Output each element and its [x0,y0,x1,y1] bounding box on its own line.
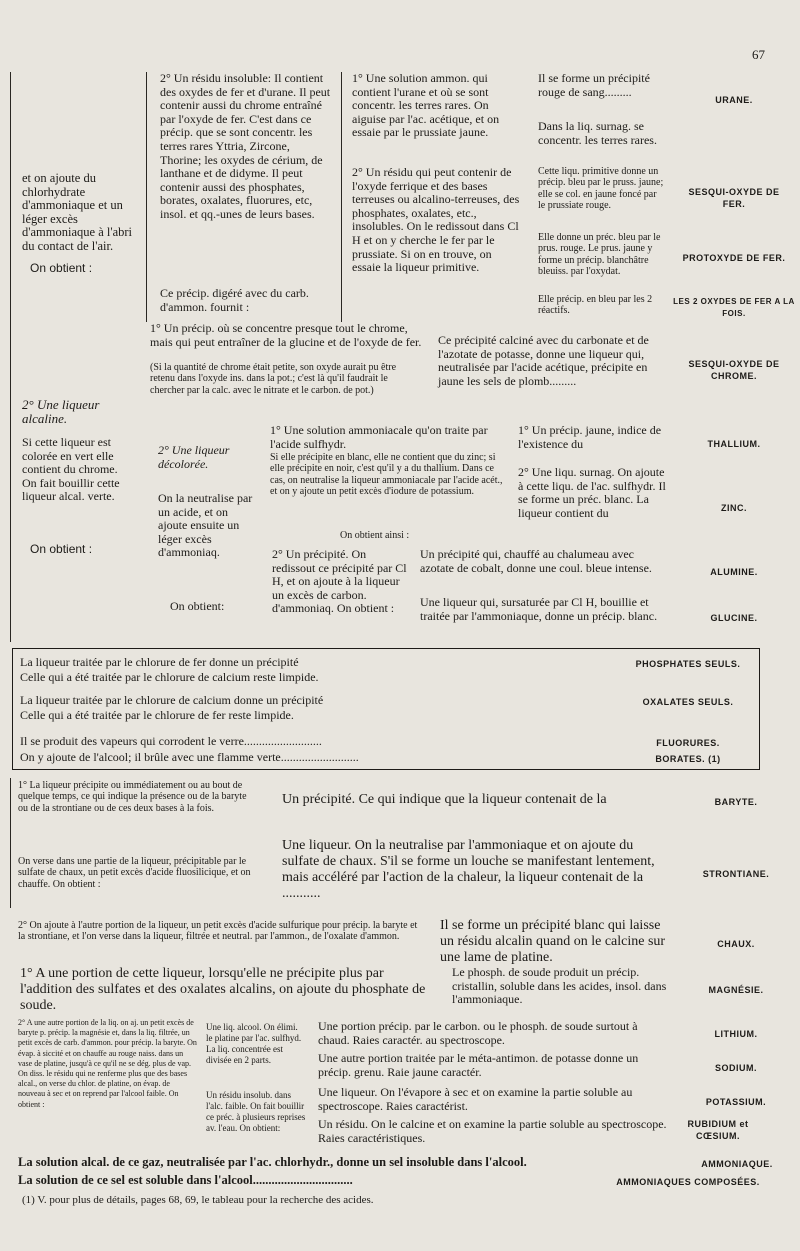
lower-d: 2° A une autre portion de la liq. on aj. un petit excès de baryte p. précip. la magnésie et, dans la liq. filtrée, un petit excès de carb. d'ammon. pour précip. la baryte. On évap. à siccité et on chauffe au rouge naiss. dans un vase de platine, jusqu'à ce qu'il ne se dég. plus de vap. On diss. le résidu qui ne renferme plus que des bases alcal., on verse du chlor. de platine, on évap. de nouveau à sec et on reprend par l'alcool faible. On obtient : [18,1018,197,1109]
lower-cr: Le phosph. de soude produit un précip. cristallin, soluble dans les acides, insol. dans l'ammoniaque. [452,965,667,1007]
rule-c2 [341,72,342,322]
ammoniacal-note: Si elle précipite en blanc, elle ne contient que du zinc; si elle précipite en noir, c'est qu'il y a du thallium. Dans ce cas, on neutralise la liqueur ammoniacale par l'acide acét., et on y ajoute un petit excès d'iodure de potassium. [270,452,503,498]
result-baryte: BARYTE. [714,797,758,807]
precip2-r2: Une liqueur qui, sursaturée par Cl H, bouillie et traitée par l'ammoniaque, donne un précip. blanc. [420,595,658,623]
case2-title: 2° Une liqueur alcaline. [22,397,100,426]
result-chrome: SESQUI-OXYDE DE CHROME. [688,359,780,381]
lower-br: Il se forme un précipité blanc qui laisse un résidu alcalin quand on le calcine sur une lame de platine. [440,918,666,965]
lower-f1: La solution alcal. de ce gaz, neutralisée par l'ac. chlorhydr., donne un sel insoluble dans l'alcool. [18,1155,527,1169]
lower-d2: Un résidu insolub. dans l'alc. faible. On fait bouillir ce préc. à plusieurs reprises av. l'eau. On obtient: [206,1090,306,1133]
decoloree-text: On la neutralise par un acide, et on ajoute ensuite un léger excès d'ammoniaq. [158,491,253,560]
left-rule [10,72,11,642]
col3-p3: Cette liqu. primitive donne un précip. bleu par le pruss. jaune; elle se col. en jaune foncé par le prussiate rouge. [538,166,664,212]
box-line-3: Il se produit des vapeurs qui corrodent le verre.......................... [20,734,322,748]
result-magnesie: MAGNÉSIE. [708,985,764,995]
decoloree-obtient: On obtient: [170,599,225,613]
col1-p2: Ce précip. digéré avec du carb. d'ammon. fournit : [160,286,309,314]
decoloree-title: 2° Une liqueur décolorée. [158,443,230,471]
footnote: (1) V. pour plus de détails, pages 68, 69, le tableau pour la recherche des acides. [22,1194,374,1206]
lower-e1: Une portion précip. par le carbon. ou le phosph. de soude surtout à chaud. Raies caractér. au spectroscope. [318,1019,638,1047]
result-strontiane: STRONTIANE. [702,869,770,879]
col2-p1: 1° Une solution ammon. qui contient l'urane et où se sont concentr. les terres rares. On aiguise par l'ac. acétique, et on essaie par le prussiate jaune. [352,71,500,140]
on-obtient-2: On obtient : [30,542,93,556]
col3-p1: Il se forme un précipité rouge de sang......... [538,71,650,99]
box-line-1b: Celle qui a été traitée par le chlorure de calcium reste limpide. [20,670,319,684]
on-obtient: On obtient : [30,261,93,275]
lower-a1: 1° La liqueur précipite ou immédiatement ou au bout de quelque temps, ce qui indique la présence ou de la baryte ou de la strontiane ou de ces deux bases à la fois. [18,780,247,814]
ammoniacal-p1: 1° Une solution ammoniacale qu'on traite par l'acide sulfhydr. [270,423,488,451]
result-sodium: SODIUM. [714,1063,757,1073]
ammoniacal-obtient: On obtient ainsi : [340,530,410,541]
lower-e2: Une autre portion traitée par le méta-antimon. de potasse donne un précip. grenu. Raie jaune caractér. [318,1051,639,1079]
col1-p1: 2° Un résidu insoluble: Il contient des oxydes de fer et d'urane. Il peut contenir aussi du chrome entraîné par l'oxyde de fer. C'est dans ce précip. que se sont concentr. les terres rares Yttria, Zircone, Thorine; les oxydes de cérium, de lanthane et de didyme. Il peut contenir aussi des phosphates, borates, oxalates, fluorures, etc, insol. et qq.-unes de leurs bases. [160,71,331,221]
result-protoxyde-fer: PROTOXYDE DE FER. [682,253,786,263]
box-result-4: BORATES. (1) [655,754,721,764]
col3-p2: Dans la liq. surnag. se concentr. les terres rares. [538,119,657,147]
box-result-1: PHOSPHATES SEULS. [635,659,741,669]
lower-f2: La solution de ce sel est soluble dans l'alcool................................ [18,1173,353,1187]
result-lithium: LITHIUM. [714,1029,758,1039]
rule-c1 [146,72,147,322]
case2-text: Si cette liqueur est colorée en vert elle contient du chrome. On fait bouillir cette liqueur alcal. verte. [22,435,120,504]
col3-p5: Elle précip. en bleu par les 2 réactifs. [538,294,653,317]
result-sesqui-fer: SESQUI-OXYDE DE FER. [688,187,780,209]
ammoniacal-r1: 1° Un précip. jaune, indice de l'existence du [518,423,662,451]
box-line-1a: La liqueur traitée par le chlorure de fer donne un précipité [20,655,299,669]
ammoniacal-r2: 2° Une liqu. surnag. On ajoute à cette liqu. de l'ac. sulfhydr. Il se forme un préc. blanc. La liqueur contient du [518,465,666,520]
lower-b: 2° On ajoute à l'autre portion de la liqueur, un petit excès d'acide sulfurique pour précip. la baryte et la strontiane, et l'on verse dans la liqueur, filtrée et neutral. par l'ammon., de l'oxalate d'ammon. [18,920,418,943]
precip2-p1: 2° Un précipité. On redissout ce précipité par Cl H, et on ajoute à la liqueur un excès de carbon. d'ammoniaq. On obtient : [272,547,407,616]
lower-e3: Une liqueur. On l'évapore à sec et on examine la partie soluble au spectroscope. Raies caractérist. [318,1085,633,1113]
page-number: 67 [752,47,765,62]
result-zinc: ZINC. [721,503,747,513]
col3-p4: Elle donne un préc. bleu par le prus. rouge. Le prus. jaune y forme un précip. blanchâtre bleuiss. par l'oxydat. [538,232,661,278]
result-rubidium: RUBIDIUM et CŒSIUM. [687,1119,749,1141]
lower-d1: Une liq. alcool. On élimi. le platine par l'ac. sulfhyd. La liq. concentrée est divisée en 2 parts. [206,1022,302,1065]
result-urane: URANE. [715,95,753,105]
chrome-result: Ce précipité calciné avec du carbonate et de l'azotate de potasse, donne une liqueur qui, neutralisée par l'acide acétique, précipite en jaune les sels de plomb......... [438,333,649,388]
box-line-2b: Celle qui a été traitée par le chlorure de fer reste limpide. [20,708,294,722]
col2-p2: 2° Un résidu qui peut contenir de l'oxyde ferrique et des bases terreuses ou alcalino-terreuses, des phosphates, oxalates, etc., insolubles. On le redissout dans Cl H et on y cherche le fer par le prussiate. Si on en trouve, on essaie la liqueur primitive. [352,165,520,275]
box-result-3: FLUORURES. [656,738,720,748]
lower-a2r: Une liqueur. On la neutralise par l'ammoniaque et on ajoute du sulfate de chaux. S'il se forme un louche se manifestant lentement, mais accéléré par l'action de la chaleur, la liqueur contenait de la ........... [282,838,655,901]
result-glucine: GLUCINE. [710,613,758,623]
box-line-4: On y ajoute de l'alcool; il brûle avec une flamme verte.......................... [20,750,359,764]
lower-rule [10,778,11,908]
chrome-p1: 1° Un précip. où se concentre presque tout le chrome, mais qui peut entraîner de la glucine et de l'oxyde de fer. [150,321,422,349]
result-ammoniaque: AMMONIAQUE. [701,1159,773,1169]
lower-e4: Un résidu. On le calcine et on examine la partie soluble au spectroscope. Raies caractéristiques. [318,1117,667,1145]
result-2-oxydes: LES 2 OXYDES DE FER A LA FOIS. [673,297,795,318]
result-ammoniaques-composees: AMMONIAQUES COMPOSÉES. [616,1177,760,1187]
result-chaux: CHAUX. [717,939,755,949]
intro-text: et on ajoute du chlorhydrate d'ammoniaque et un léger excès d'ammoniaque à l'abri du contact de l'air. [22,171,133,253]
precip2-r1: Un précipité qui, chauffé au chalumeau avec azotate de cobalt, donne une coul. bleue intense. [420,547,652,575]
lower-c: 1° A une portion de cette liqueur, lorsqu'elle ne précipite plus par l'addition des sulfates et des oxalates alcalins, on ajoute du phosphate de soude. [20,966,426,1013]
result-alumine: ALUMINE. [710,567,758,577]
result-thallium: THALLIUM. [707,439,761,449]
box-result-2: OXALATES SEULS. [642,697,734,707]
chrome-note: (Si la quantité de chrome était petite, son oxyde aurait pu être retenu dans l'oxyde ins. dans la pot.; c'est là qu'il faudrait le chercher par la calc. avec le nitrate et le carbon. de pot.) [150,362,397,396]
box-line-2a: La liqueur traitée par le chlorure de calcium donne un précipité [20,693,324,707]
lower-a2: On verse dans une partie de la liqueur, précipitable par le sulfate de chaux, un petit excès d'acide fluosilicique, et on chauffe. On obtient : [18,856,251,890]
result-potassium: POTASSIUM. [705,1097,767,1107]
lower-a1r: Un précipité. Ce qui indique que la liqueur contenait de la [282,792,607,807]
